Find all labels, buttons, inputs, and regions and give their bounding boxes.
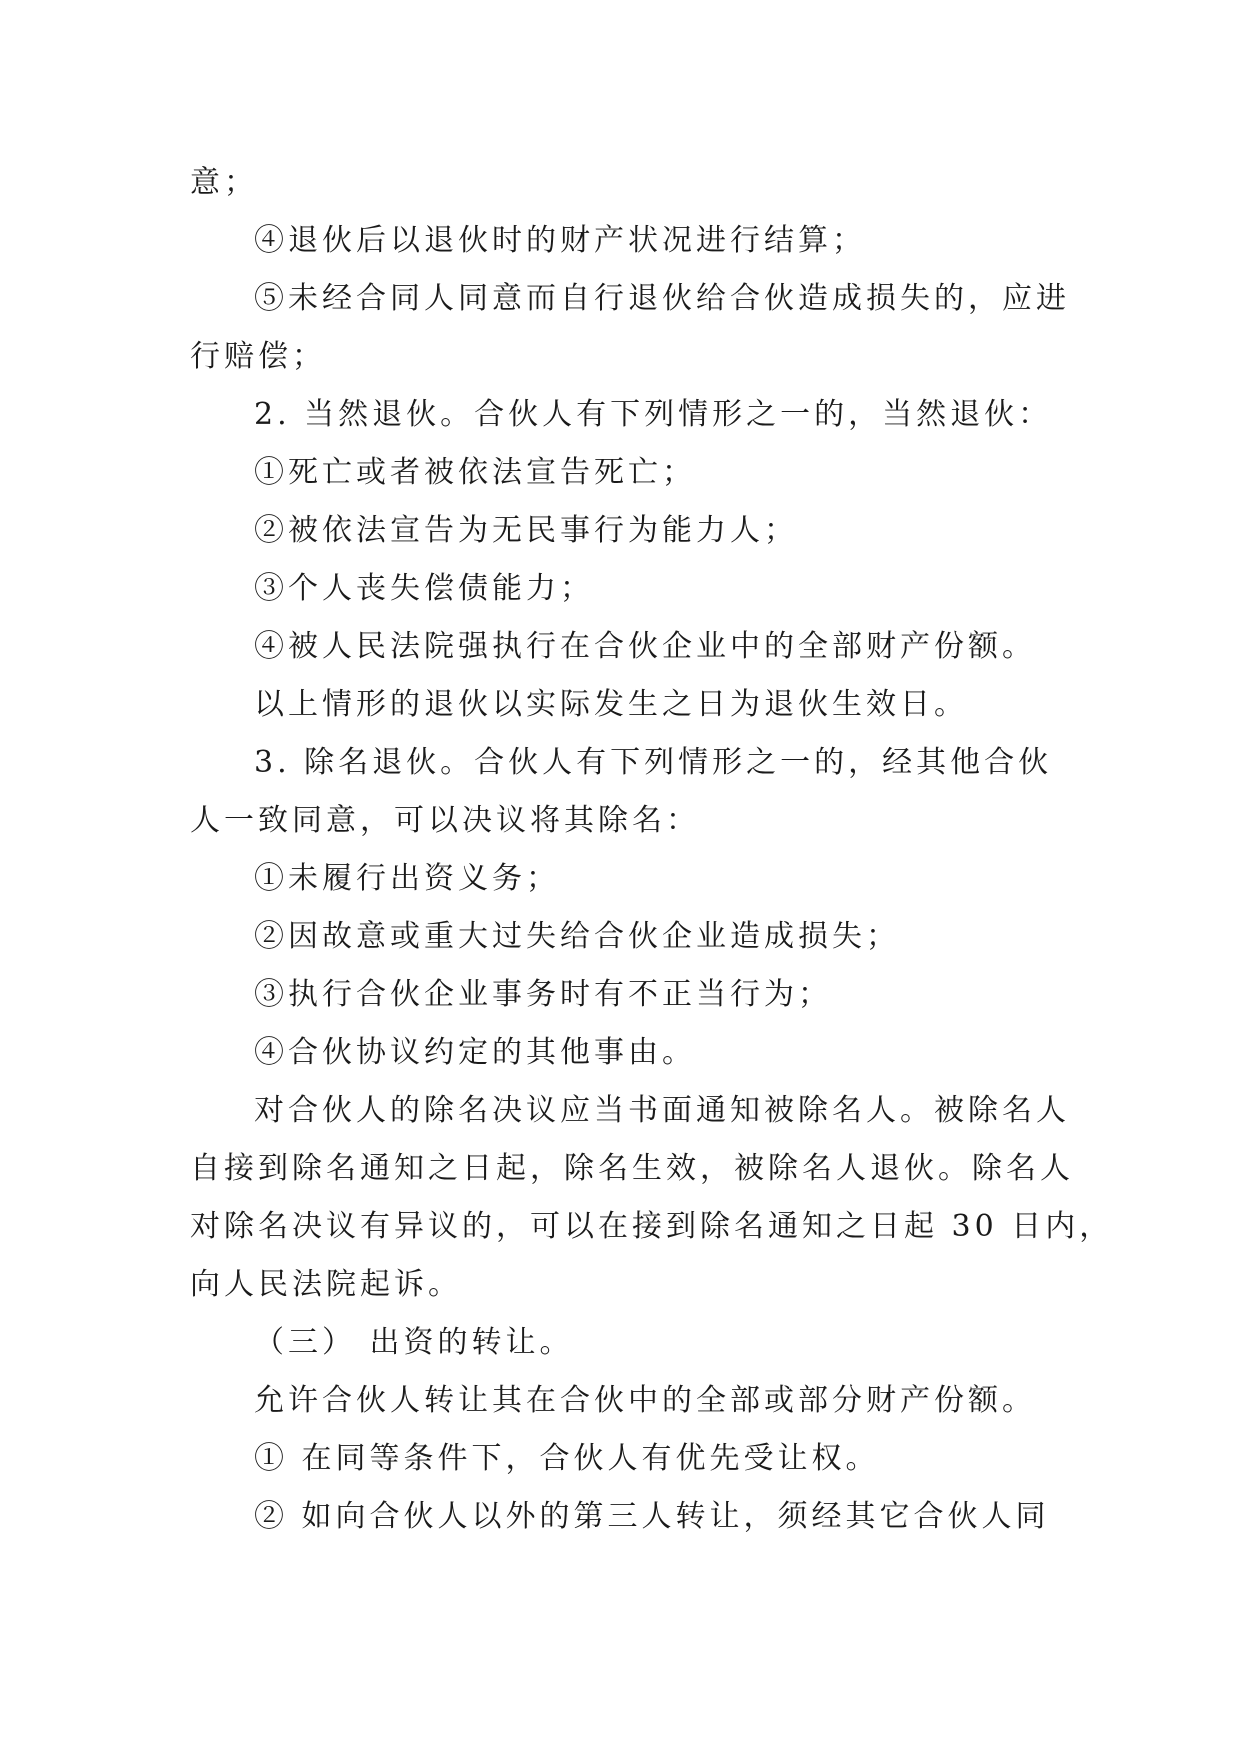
text-line: 2. 当然退伙。合伙人有下列情形之一的，当然退伙： (254, 397, 1053, 432)
text-line: ③个人丧失偿债能力； (254, 571, 594, 606)
text-line: 对合伙人的除名决议应当书面通知被除名人。被除名人 (254, 1093, 1070, 1128)
text-line: ① 在同等条件下，合伙人有优先受让权。 (254, 1441, 880, 1476)
text-line: ② 如向合伙人以外的第三人转让，须经其它合伙人同 (254, 1499, 1050, 1534)
text-line: ①未履行出资义务； (254, 861, 560, 896)
text-line: 意； (190, 165, 258, 200)
text-line: ②因故意或重大过失给合伙企业造成损失； (254, 919, 900, 954)
text-line: ③执行合伙企业事务时有不正当行为； (254, 977, 832, 1012)
section-heading: （三） 出资的转让。 (254, 1325, 574, 1360)
text-line: ④被人民法院强执行在合伙企业中的全部财产份额。 (254, 629, 1036, 664)
text-line: 行赔偿； (190, 339, 326, 374)
text-line: 允许合伙人转让其在合伙中的全部或部分财产份额。 (254, 1383, 1036, 1418)
text-line: 3. 除名退伙。合伙人有下列情形之一的，经其他合伙 (254, 745, 1053, 780)
text-line: ①死亡或者被依法宣告死亡； (254, 455, 696, 490)
text-line: 对除名决议有异议的，可以在接到除名通知之日起 30 日内， (190, 1209, 1114, 1244)
text-line: 以上情形的退伙以实际发生之日为退伙生效日。 (254, 687, 968, 722)
text-line: 自接到除名通知之日起，除名生效，被除名人退伙。除名人 (190, 1151, 1074, 1186)
text-line: 向人民法院起诉。 (190, 1267, 462, 1302)
text-line: ④退伙后以退伙时的财产状况进行结算； (254, 223, 866, 258)
text-line: 人一致同意，可以决议将其除名： (190, 803, 700, 838)
document-body (190, 154, 1114, 1546)
text-line: ④合伙协议约定的其他事由。 (254, 1035, 696, 1070)
text-line: ②被依法宣告为无民事行为能力人； (254, 513, 798, 548)
text-line: ⑤未经合同人同意而自行退伙给合伙造成损失的，应进 (254, 281, 1070, 316)
